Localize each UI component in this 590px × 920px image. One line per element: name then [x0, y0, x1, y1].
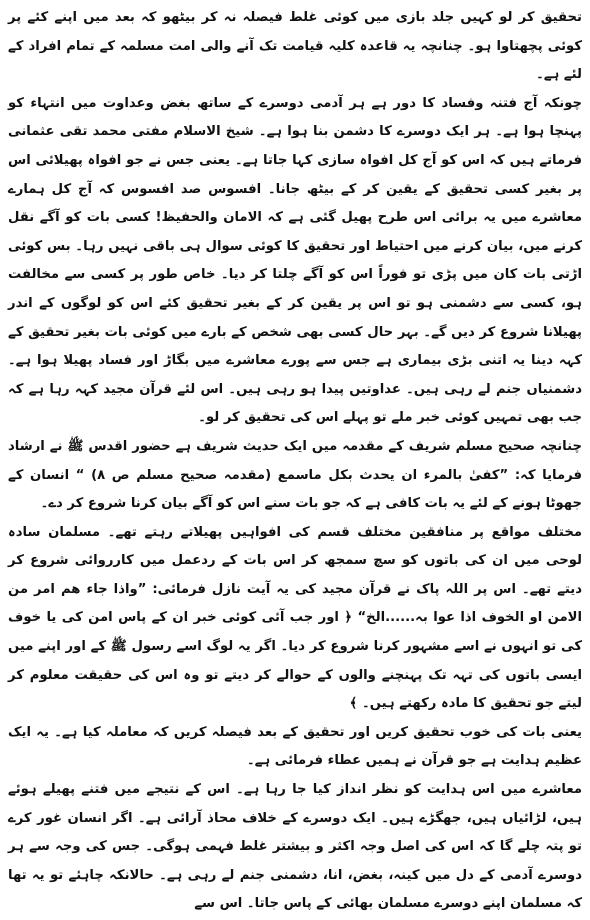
paragraph-6: معاشرے میں اس ہدایت کو نظر انداز کیا جا رہا ہے۔ اس کے نتیجے میں فتنے پھیلے ہوئے ہیں، لڑائیاں ہیں، جھگڑے ہیں۔ ایک دوسرے کے خلاف محاذ آرائی ہے۔ اگر انسان غور کرے تو پتہ چلے گا کہ اس کی اصل وجہ اکثر و بیشتر غلط فہمی ہوگی۔ جس کی وجہ سے ہر دوسرے آدمی کے دل میں کینہ، بغض، انا، دشمنی جنم لے رہی ہے۔ حالانکہ چاہئے تو یہ تھا کہ مسلمان اپنے دوسرے مسلمان بھائی کے پاس جاتا۔ اس سے: [8, 782, 582, 912]
paragraph-2: چونکہ آج فتنہ وفساد کا دور ہے ہر آدمی دوسرے کے ساتھ بغض وعداوت میں انتہاء کو پہنچا ہوا ہے۔ ہر ایک دوسرے کا دشمن بنا ہوا ہے۔ شیخ الاسلام مفتی محمد تقی عثمانی فرماتے ہیں کہ اس کو آج کل افواہ سازی کہا جاتا ہے۔ یعنی جس نے جو افواہ پھیلائی اس پر بغیر کسی تحقیق کے یقین کر کے بیٹھ جانا۔ افسوس صد افسوس کہ آج کل ہمارے معاشرے میں یہ برائی اس طرح پھیل گئی ہے کہ الامان والحفیظ! کسی بات کو آگے نقل کرنے میں، بیان کرنے میں احتیاط اور تحقیق کا کوئی سوال ہی باقی نہیں رہا۔ بس کوئی اڑتی بات کان میں پڑی تو فوراً اس کو آگے چلتا کر دیا۔ خاص طور پر کسی سے مخالفت ہو، کسی سے دشمنی ہو تو اس پر یقین کر کے بغیر تحقیق کئے اس کو لوگوں کے اندر پھیلانا شروع کر دیں گے۔ بہر حال کسی بھی شخص کے بارے میں کوئی بات بغیر تحقیق کے کہہ دینا یہ اتنی بڑی بیماری ہے جس سے پورے معاشرے میں بگاڑ اور فساد پھیلا ہوا ہے۔ دشمنیاں جنم لے رہی ہیں۔ عداوتیں پیدا ہو رہی ہیں۔ اس لئے قرآن مجید کہہ رہا ہے کہ جب بھی تمہیں کوئی خبر ملے تو پہلے اس کی تحقیق کر لو۔: [8, 95, 582, 426]
paragraph-3: چنانچہ صحیح مسلم شریف کے مقدمہ میں ایک حدیث شریف ہے حضور اقدس ﷺ نے ارشاد فرمایا کہ: ”کفیٰ بالمرء ان یحدث بکل ماسمع (مقدمہ صحیح مسلم ص ٨) “ انسان کے جھوٹا ہونے کے لئے یہ بات کافی ہے کہ جو بات سنے اس کو آگے بیان کرنا شروع کر دے۔: [8, 438, 582, 512]
paragraph-4: مختلف مواقع پر منافقین مختلف قسم کی افواہیں پھیلاتے رہتے تھے۔ مسلمان سادہ لوحی میں ان کی باتوں کو سچ سمجھ کر اس بات کے ردعمل میں کارروائی شروع کر دیتے تھے۔ اس پر اللہ پاک نے قرآن مجید کی یہ آیت نازل فرمائی: ”واذا جاء ھم امر من الامن او الخوف اذا عوا بہ......الخ“ ﴿ اور جب آئی کوئی خبر ان کے پاس امن کی یا خوف کی تو انہوں نے اسے مشہور کرنا شروع کر دیا۔ اگر یہ لوگ اسے رسول ﷺ کے اور اپنے میں ایسی باتوں کی تہہ تک پہنچنے والوں کے حوالے کر دیتے تو وہ اس کی حقیقت معلوم کر لیتے جو تحقیق کا مادہ رکھتے ہیں۔ ﴾: [8, 524, 582, 712]
paragraph-5: یعنی بات کی خوب تحقیق کریں اور تحقیق کے بعد فیصلہ کریں کہ معاملہ کیا ہے۔ یہ ایک عظیم ہدایت ہے جو قرآن نے ہمیں عطاء فرمائی ہے۔: [8, 724, 582, 769]
paragraph-1: تحقیق کر لو کہیں جلد بازی میں کوئی غلط فیصلہ نہ کر بیٹھو کہ بعد میں اپنے کئے پر کوئی پچھتاوا ہو۔ چنانچہ یہ قاعدہ کلیہ قیامت تک آنے والی امت مسلمہ کے تمام افراد کے لئے ہے۔: [8, 10, 582, 83]
